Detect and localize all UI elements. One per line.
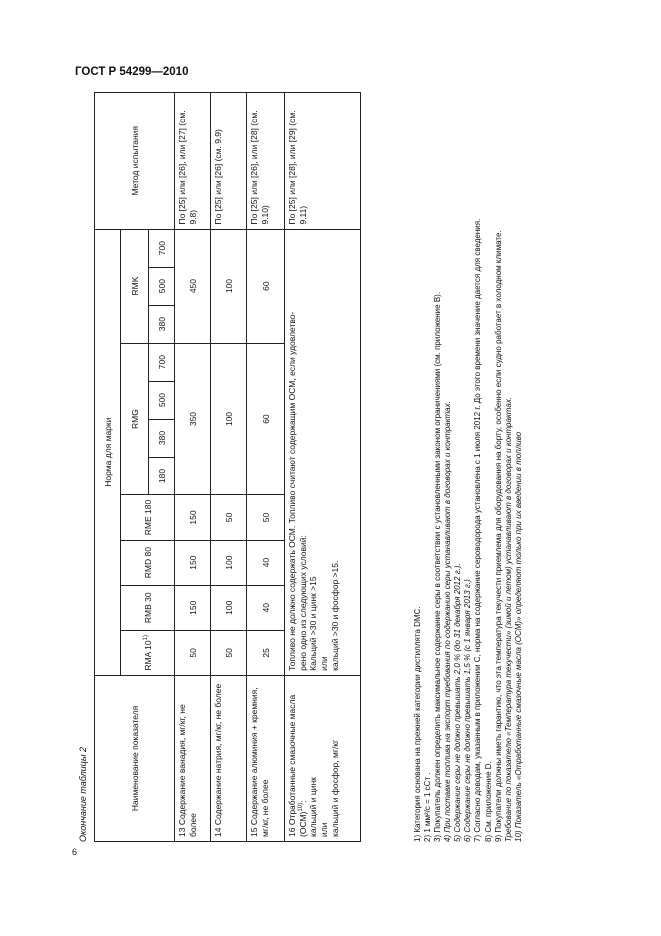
table-row: [175, 93, 211, 842]
row-method: По [25] или [28], или [29] (см. 9.11): [285, 93, 361, 230]
cell-value: 50: [247, 495, 285, 540]
header-grade-rma: RMA 10$^{1)}$: [121, 630, 175, 675]
footnote: 4) При поставке топлива на экспорт требования по содержанию серы устанавливают в договорах и контрактах.: [443, 401, 453, 842]
table-row: [247, 93, 285, 842]
header-rmk-700: 700: [149, 229, 175, 267]
rotated-table-block: [78, 82, 578, 842]
row-method: По [25] или [26] (см. 9.9): [211, 93, 247, 230]
table-row: [285, 93, 361, 842]
footnote: 9) Покупатели должны иметь гарантию, что эта температура текучести приемлема для оборудования на борту, особенно если судно работает в холодном климате.: [493, 230, 503, 842]
footnote: 2) 1 мм²/с = 1 сСт .: [423, 772, 433, 842]
footnote: 5) Содержание серы не должно превышать 2,0 % (до 31 декабря 2012 г.).: [453, 563, 463, 842]
footnote: 10) Показатель «Отработанные смазочные масла (ОСМ)» определяют только при их введении в топливо: [513, 431, 523, 842]
row-name: 13 Содержание ванадия, мг/кг, не более: [175, 675, 211, 841]
cell-value-rmk: 60: [247, 229, 285, 343]
row-method: По [25] или [26], или [28] (см. 9.10): [247, 93, 285, 230]
page-number: 6: [72, 847, 78, 857]
header-grade-rmd: RMD 80: [121, 540, 175, 585]
header-grade-rme: RME 180: [121, 495, 175, 540]
row-name: 15 Содержание алюминия + кремния, мг/кг, не более: [247, 675, 285, 841]
row-name: 14 Содержание натрия, мг/кг, не более: [211, 675, 247, 841]
table-caption: Окончание таблицы 2: [78, 747, 88, 842]
header-rmk-500: 500: [149, 267, 175, 305]
header-rmg-500: 500: [149, 381, 175, 419]
cell-value: 100: [211, 540, 247, 585]
cell-value: 150: [175, 585, 211, 630]
footnote: Требование по показателю «Температура текучести» (зимой и летом) устанавливают в договорах и контрактах.: [503, 396, 513, 842]
header-group-rmk: RMK: [121, 229, 149, 343]
footnote: 1) Категория основана на прежней категории дистиллята DMC.: [413, 606, 422, 842]
header-norm: Норма для марки: [95, 229, 121, 675]
header-indicator-name: Наименование показателя: [95, 675, 175, 841]
header-rmk-380: 380: [149, 305, 175, 343]
cell-value: 50: [211, 630, 247, 675]
document-header: ГОСТ Р 54299—2010: [75, 66, 189, 78]
cell-value: 100: [211, 585, 247, 630]
cell-value-rmk: 100: [211, 229, 247, 343]
footnote: 6) Содержание серы не должно превышать 1,5 % (с 1 января 2013 г.): [463, 579, 473, 842]
cell-value-rmg: 100: [211, 343, 247, 495]
cell-value: 25: [247, 630, 285, 675]
row-method: По [25] или [26], или [27] (см. 9.8): [175, 93, 211, 230]
header-test-method: Метод испытания: [95, 93, 175, 230]
cell-value: 150: [175, 540, 211, 585]
footnote: 7) Согласно доводам, указанным в приложении С, норма на содержание сероводорода установлена с 1 июля 2012 г. До этого времени значение дается для сведения.: [473, 218, 483, 842]
header-group-rmg: RMG: [121, 343, 149, 495]
cell-value: 40: [247, 585, 285, 630]
row16-text: Топливо не должно содержать ОСМ. Топливо считают содержащим ОСМ, если удовлетво- рено одно из следующих условий: Кальций >30 и цинк >15 или кальций >30 и фосфор >15.: [285, 229, 361, 675]
table-row: [211, 93, 247, 842]
cell-value: 150: [175, 495, 211, 540]
cell-value-rmk: 450: [175, 229, 211, 343]
cell-value: 50: [175, 630, 211, 675]
row-name: 16 Отработанные смазочные масла (ОСМ)$^{10)}$: кальций и цинк или кальций и фосфор, мг/кг: [285, 675, 361, 841]
footnote: 8) См. приложение D.: [483, 761, 493, 842]
cell-value: 50: [211, 495, 247, 540]
cell-value: 40: [247, 540, 285, 585]
footnote: 3) Покупатель должен определить максимальное содержание серы в соответствии с установленными законом ограничениями (см. приложение В).: [433, 291, 443, 842]
specification-table: [94, 92, 361, 842]
header-grade-rmb: RMB 30: [121, 585, 175, 630]
cell-value-rmg: 350: [175, 343, 211, 495]
footnotes: [413, 92, 524, 842]
header-rmg-700: 700: [149, 343, 175, 381]
cell-value-rmg: 60: [247, 343, 285, 495]
header-rmg-380: 380: [149, 419, 175, 457]
header-rmg-180: 180: [149, 457, 175, 495]
